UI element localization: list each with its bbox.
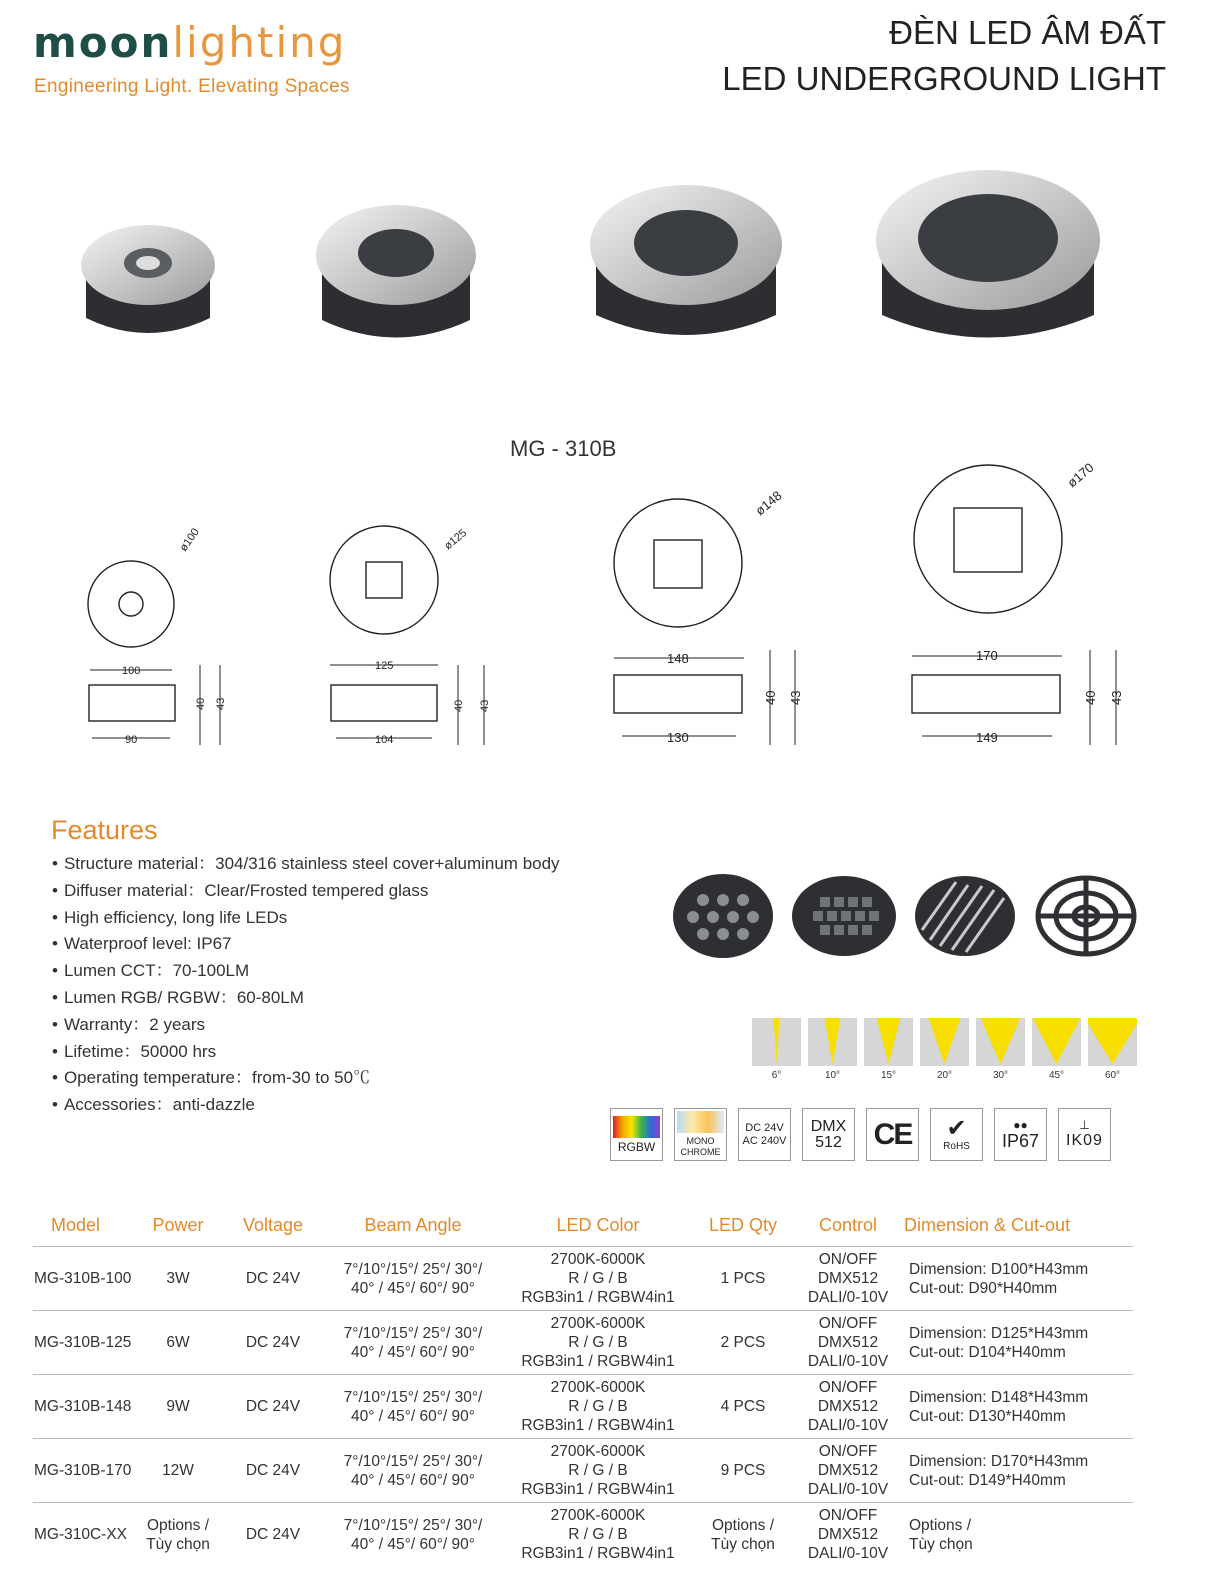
cell-power: 9W <box>133 1375 223 1439</box>
column-header: LED Qty <box>708 1214 778 1235</box>
product-renders <box>0 170 1221 350</box>
column-header: Dimension & Cut-out <box>904 1214 1071 1235</box>
feature-item: • Lumen RGB/ RGBW：60-80LM <box>52 985 560 1012</box>
ce-label: CE <box>873 1118 912 1151</box>
brand-logo <box>33 18 346 68</box>
square-grid-grille <box>792 876 896 956</box>
cell-power: 6W <box>133 1311 223 1375</box>
product-render-148 <box>590 185 782 335</box>
beam-cone-icon <box>976 1018 1025 1066</box>
cell-control: ON/OFF DMX512 DALI/0-10V <box>793 1375 903 1439</box>
rohs-icon <box>930 1108 983 1161</box>
drawing-170-width: 170 <box>976 648 998 663</box>
feature-item: • Lifetime：50000 hrs <box>52 1039 560 1066</box>
cell-beam: 7°/10°/15°/ 25°/ 30°/ 40° / 45°/ 60°/ 90° <box>323 1311 503 1375</box>
cell-control: ON/OFF DMX512 DALI/0-10V <box>793 1247 903 1311</box>
drawing-100-width: 100 <box>122 665 141 677</box>
model-code: MG - 310B <box>510 436 617 461</box>
cell-power: 3W <box>133 1247 223 1311</box>
ik09-icon <box>1058 1108 1111 1161</box>
drawing-148-h1: 40 <box>763 690 778 705</box>
cell-voltage: DC 24V <box>223 1439 323 1503</box>
table-row <box>33 1439 1133 1503</box>
voltage-label: DC 24V AC 240V <box>742 1121 787 1147</box>
anti-glare-accessories <box>668 870 1143 965</box>
dmx512-icon <box>802 1108 855 1161</box>
feature-item: • Accessories：anti-dazzle <box>52 1092 560 1119</box>
column-header: LED Color <box>556 1214 640 1235</box>
cell-dim: Dimension: D100*H43mm Cut-out: D90*H40mm <box>903 1247 1133 1311</box>
cell-voltage: DC 24V <box>223 1247 323 1311</box>
column-header: Model <box>51 1214 101 1235</box>
beam-angle-label: 6° <box>771 1070 782 1081</box>
column-header: Beam Angle <box>364 1214 462 1235</box>
cell-voltage: DC 24V <box>223 1503 323 1567</box>
ip67-icon <box>994 1108 1047 1161</box>
beam-angle-item <box>1032 1018 1081 1081</box>
drawing-148-h2: 43 <box>788 690 803 705</box>
certification-icons <box>610 1108 1111 1161</box>
ring-grille <box>1038 878 1134 954</box>
cell-control: ON/OFF DMX512 DALI/0-10V <box>793 1439 903 1503</box>
beam-cone-icon <box>1032 1018 1081 1066</box>
honeycomb-grille <box>673 874 773 958</box>
cell-model: MG-310C-XX <box>33 1503 133 1567</box>
dmx-label: DMX 512 <box>810 1117 847 1151</box>
table-row <box>33 1311 1133 1375</box>
cell-dim: Dimension: D125*H43mm Cut-out: D104*H40mm <box>903 1311 1133 1375</box>
column-header: Control <box>818 1214 878 1235</box>
logo-part-1: moo <box>33 18 141 67</box>
product-render-125 <box>316 205 476 338</box>
feature-item: • Diffuser material：Clear/Frosted tempered glass <box>52 878 560 905</box>
beam-angle-label: 60° <box>1104 1070 1121 1081</box>
table-row <box>33 1375 1133 1439</box>
cell-model: MG-310B-148 <box>33 1375 133 1439</box>
product-render-100 <box>81 225 215 333</box>
cell-voltage: DC 24V <box>223 1375 323 1439</box>
product-render-170 <box>876 170 1100 338</box>
drawing-148-width: 148 <box>667 651 689 666</box>
drawing-170-diameter: ø170 <box>1064 460 1097 491</box>
table-row <box>33 1503 1133 1567</box>
drawing-100-h1: 40 <box>195 697 207 710</box>
cell-dim: Options / Tùy chọn <box>903 1503 1133 1567</box>
cell-qty: 1 PCS <box>693 1247 793 1311</box>
cell-power: 12W <box>133 1439 223 1503</box>
feature-item: • Operating temperature：from-30 to 50℃ <box>52 1065 560 1092</box>
monochrome-icon <box>674 1108 727 1161</box>
page-title-english: LED UNDERGROUND LIGHT <box>722 60 1166 97</box>
cell-color: 2700K-6000K R / G / B RGB3in1 / RGBW4in1 <box>503 1311 693 1375</box>
cell-power: Options / Tùy chọn <box>133 1503 223 1567</box>
beam-angle-label: 15° <box>880 1070 897 1081</box>
ip67-label: IP67 <box>1001 1130 1040 1151</box>
features-title: Features <box>51 815 158 845</box>
cell-color: 2700K-6000K R / G / B RGB3in1 / RGBW4in1 <box>503 1439 693 1503</box>
cell-control: ON/OFF DMX512 DALI/0-10V <box>793 1311 903 1375</box>
rgbw-icon <box>610 1108 663 1161</box>
beam-angle-item <box>1088 1018 1137 1081</box>
drawing-148-bottom: 130 <box>667 730 689 745</box>
drawing-125-diameter: ø125 <box>442 526 470 553</box>
feature-item: • High efficiency, long life LEDs <box>52 905 560 932</box>
drawing-125-bottom: 104 <box>375 734 394 746</box>
beam-angle-label: 45° <box>1048 1070 1065 1081</box>
technical-drawings <box>0 460 1221 760</box>
features-list <box>52 851 560 1119</box>
checkmark-icon: ✔ <box>946 1115 967 1142</box>
table-header-row <box>33 1204 1133 1247</box>
drawing-170-h1: 40 <box>1083 690 1098 705</box>
table-row <box>33 1247 1133 1311</box>
beam-angle-item <box>752 1018 801 1081</box>
beam-cone-icon <box>1088 1018 1137 1066</box>
cell-beam: 7°/10°/15°/ 25°/ 30°/ 40° / 45°/ 60°/ 90° <box>323 1503 503 1567</box>
beam-cone-icon <box>920 1018 969 1066</box>
ik09-label: IK09 <box>1066 1131 1103 1149</box>
drawing-100-h2: 43 <box>215 697 227 710</box>
cell-beam: 7°/10°/15°/ 25°/ 30°/ 40° / 45°/ 60°/ 90° <box>323 1247 503 1311</box>
cell-color: 2700K-6000K R / G / B RGB3in1 / RGBW4in1 <box>503 1503 693 1567</box>
drawing-125-h1: 40 <box>453 699 465 712</box>
drawing-125-width: 125 <box>375 660 394 672</box>
beam-angle-item <box>808 1018 857 1081</box>
cell-model: MG-310B-100 <box>33 1247 133 1311</box>
logo-part-2: n <box>140 18 173 67</box>
feature-item: • Waterproof level: IP67 <box>52 931 560 958</box>
ce-mark-icon <box>866 1108 919 1161</box>
beam-angle-label: 30° <box>992 1070 1009 1081</box>
feature-item: • Lumen CCT：70-100LM <box>52 958 560 985</box>
voltage-icon <box>738 1108 791 1161</box>
beam-angle-item <box>976 1018 1025 1081</box>
cell-dim: Dimension: D148*H43mm Cut-out: D130*H40mm <box>903 1375 1133 1439</box>
beam-angle-label: 20° <box>936 1070 953 1081</box>
cell-qty: 2 PCS <box>693 1311 793 1375</box>
beam-angle-chart <box>752 1018 1137 1081</box>
drawing-170-h2: 43 <box>1109 690 1124 705</box>
feature-item: • Structure material：304/316 stainless steel cover+aluminum body <box>52 851 560 878</box>
brand-tagline: Engineering Light. Elevating Spaces <box>34 76 350 97</box>
drawing-100-diameter: ø100 <box>177 526 202 554</box>
impact-icon: ⊥ <box>1079 1117 1090 1132</box>
drawing-170-bottom: 149 <box>976 730 998 745</box>
column-header: Voltage <box>242 1214 304 1235</box>
beam-cone-icon <box>808 1018 857 1066</box>
drawing-125-h2: 43 <box>479 699 491 712</box>
drawing-148-diameter: ø148 <box>752 487 785 519</box>
cell-color: 2700K-6000K R / G / B RGB3in1 / RGBW4in1 <box>503 1375 693 1439</box>
cell-model: MG-310B-125 <box>33 1311 133 1375</box>
drawing-100-bottom: 90 <box>125 734 138 746</box>
cell-qty: 9 PCS <box>693 1439 793 1503</box>
cell-beam: 7°/10°/15°/ 25°/ 30°/ 40° / 45°/ 60°/ 90° <box>323 1439 503 1503</box>
column-header: Power <box>152 1214 204 1235</box>
cell-qty: Options / Tùy chọn <box>693 1503 793 1567</box>
cell-beam: 7°/10°/15°/ 25°/ 30°/ 40° / 45°/ 60°/ 90° <box>323 1375 503 1439</box>
feature-item: • Warranty：2 years <box>52 1012 560 1039</box>
beam-angle-item <box>920 1018 969 1081</box>
cell-qty: 4 PCS <box>693 1375 793 1439</box>
cell-color: 2700K-6000K R / G / B RGB3in1 / RGBW4in1 <box>503 1247 693 1311</box>
cell-model: MG-310B-170 <box>33 1439 133 1503</box>
logo-part-3: lighting <box>172 18 347 67</box>
cell-dim: Dimension: D170*H43mm Cut-out: D149*H40mm <box>903 1439 1133 1503</box>
monochrome-label: MONO CHROME <box>680 1136 721 1157</box>
rgbw-label: RGBW <box>617 1140 656 1154</box>
beam-angle-label: 10° <box>824 1070 841 1081</box>
beam-angle-item <box>864 1018 913 1081</box>
beam-cone-icon <box>752 1018 801 1066</box>
cell-control: ON/OFF DMX512 DALI/0-10V <box>793 1503 903 1567</box>
rohs-label: RoHS <box>943 1141 970 1152</box>
cell-voltage: DC 24V <box>223 1311 323 1375</box>
beam-cone-icon <box>864 1018 913 1066</box>
page-title-vietnamese: ĐÈN LED ÂM ĐẤT <box>889 14 1166 51</box>
specification-table <box>33 1204 1133 1566</box>
water-drops-icon: ●● <box>1013 1117 1028 1132</box>
line-louvre-grille <box>915 876 1015 956</box>
